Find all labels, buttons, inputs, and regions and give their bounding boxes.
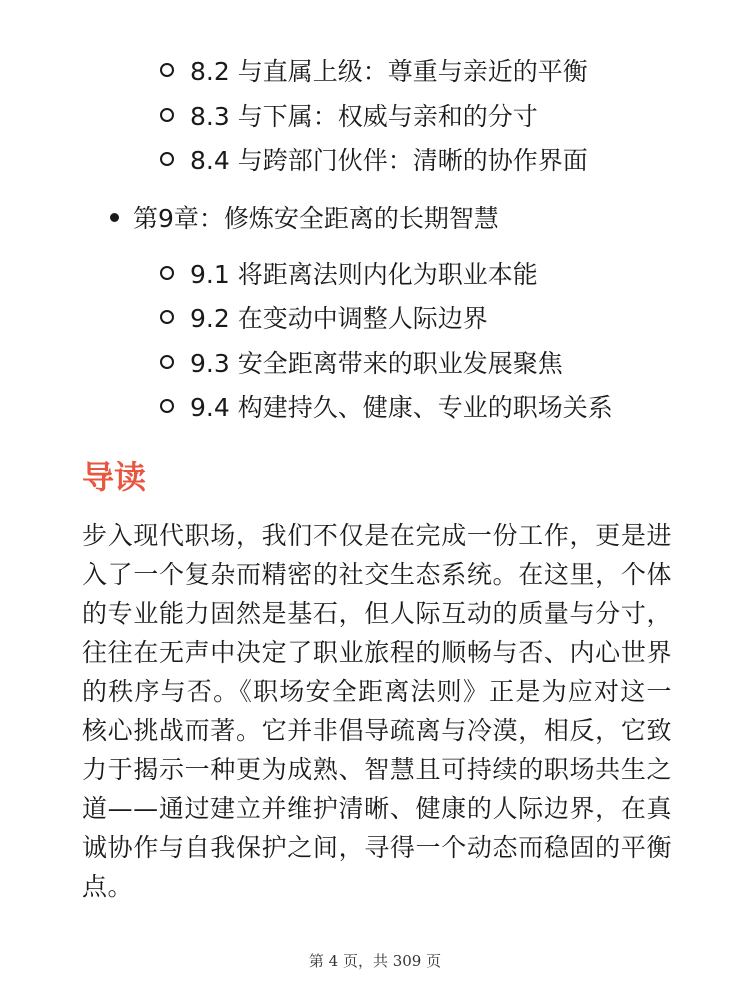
toc-sub-item-label: 8.2 与直属上级：尊重与亲近的平衡: [190, 57, 588, 86]
circle-bullet-icon: [160, 399, 174, 413]
circle-bullet-icon: [160, 310, 174, 324]
toc-sub-item: [160, 384, 613, 428]
toc-sub-item-label: 9.3 安全距离带来的职业发展聚焦: [190, 349, 563, 378]
toc-sub-item: [160, 48, 588, 92]
toc-sub-item-label: 9.4 构建持久、健康、专业的职场关系: [190, 393, 613, 422]
circle-bullet-icon: [160, 266, 174, 280]
toc-sub-item: [160, 93, 538, 137]
circle-bullet-icon: [160, 63, 174, 77]
toc-sub-item: [160, 137, 588, 181]
disc-bullet-icon: [110, 213, 119, 222]
circle-bullet-icon: [160, 108, 174, 122]
toc-sub-item: [160, 251, 538, 295]
intro-paragraph: 步入现代职场，我们不仅是在完成一份工作，更是进入了一个复杂而精密的社交生态系统。在这里，个体的专业能力固然是基石，但人际互动的质量与分寸，往往在无声中决定了职业旅程的顺畅与否、内心世界的秩序与否。《职场安全距离法则》正是为应对这一核心挑战而著。它并非倡导疏离与冷漠，相反，它致力于揭示一种更为成熟、智慧且可持续的职场共生之道——通过建立并维护清晰、健康的人际边界，在真诚协作与自我保护之间，寻得一个动态而稳固的平衡点。: [82, 521, 672, 901]
toc-sub-item-label: 9.1 将距离法则内化为职业本能: [190, 260, 538, 289]
toc-sub-item-label: 8.4 与跨部门伙伴：清晰的协作界面: [190, 146, 588, 175]
circle-bullet-icon: [160, 152, 174, 166]
toc-chapter-item: [110, 195, 499, 239]
toc-chapter-title: 第9章：修炼安全距离的长期智慧: [133, 204, 499, 233]
circle-bullet-icon: [160, 355, 174, 369]
toc-sub-item-label: 8.3 与下属：权威与亲和的分寸: [190, 102, 538, 131]
toc-sub-item: [160, 295, 488, 339]
toc-sub-item: [160, 340, 563, 384]
page-footer: 第 4 页，共 309 页: [308, 952, 442, 970]
section-heading: 导读: [82, 458, 147, 496]
toc-sub-item-label: 9.2 在变动中调整人际边界: [190, 304, 488, 333]
